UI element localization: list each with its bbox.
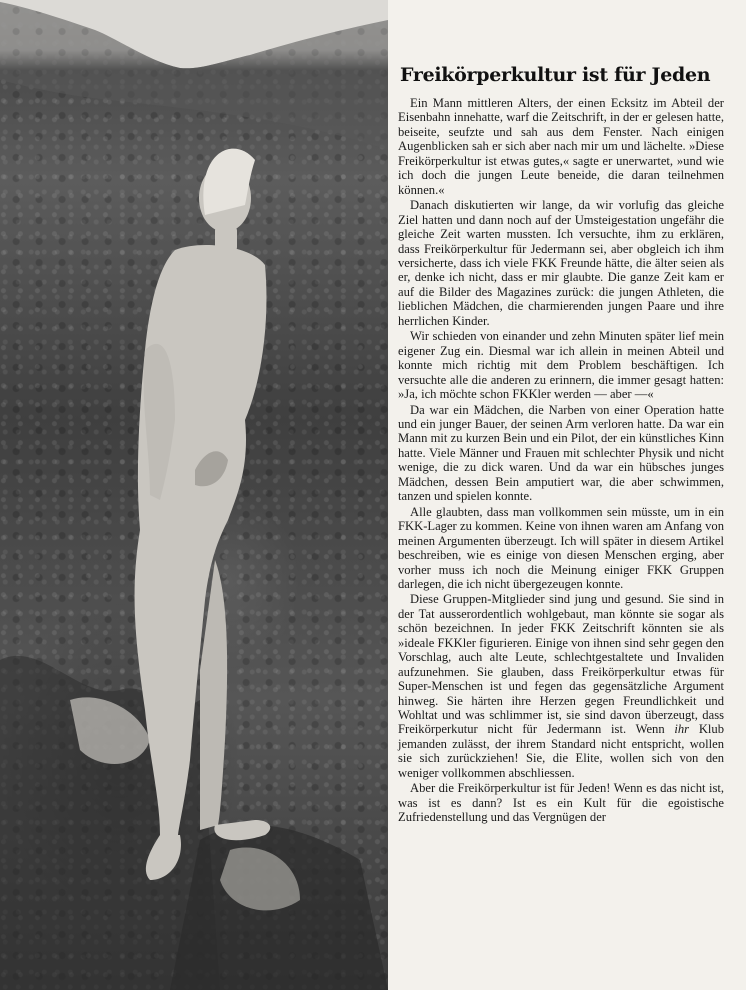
paragraph-6-text: Diese Gruppen-Mitglieder sind jung und gesund. Sie sind in der Tat ausserordentlich wohlgebaut, man könnte sie sogar als schön bezeichnen. In jeder FKK Zeitschrift könnten sie als »ideale FKKler figurieren. Einige von ihnen sind sehr gegen den Vorschlag, auch alte Leute, schlechtgestaltete und Invaliden aufzunehmen. Sie glauben, dass Freikörperkultur etwas für Super-Menschen ist und fegen das gegensätzliche Argument hinweg. Sie härten ihre Herzen gegen Freundlichkeit und Wohltat und was schlimmer ist, sie sind davon überzeugt, dass Freikörperkutur nicht für Jedermann ist. Wenn bbox=[398, 592, 724, 737]
paragraph-7: Aber die Freikörperkultur ist für Jeden! Wenn es das nicht ist, was ist es dann? Ist es ein Kult für die egoistische Zufriedenstellung und das Vergnügen der bbox=[398, 781, 724, 825]
figure bbox=[135, 149, 271, 880]
paragraph-1: Ein Mann mittleren Alters, der einen Ecksitz im Abteil der Eisenbahn innehatte, warf die Zeitschrift, in der er gelesen hatte, beiseite, seufzte und sah aus dem Fenster. Nach einigen Augenblicken sah er sich aber nach mir um und lächelte. »Diese Freikörperkultur ist etwas gutes,« sagte er unerwartet, »und wie ich doch die jungen Leute beneide, die daran teilnehmen können.« bbox=[398, 96, 724, 197]
paragraph-6-tail: Klub jemanden zulässt, der ihrem Standard nicht entspricht, wollen sie sich zurückziehen! Sie, die Elite, wollen sich von den weniger vollkommen abschliessen. bbox=[398, 722, 725, 780]
paragraph-6 bbox=[398, 592, 724, 780]
article bbox=[398, 66, 724, 826]
paragraph-2: Danach diskutierten wir lange, da wir vorlufig das gleiche Ziel hatten und dann noch auf der Umsteigestation ungefähr die gleiche Zeit warten mussten. Ich versuchte, ihm zu erklären, dass Freikörperkultur für Jedermann sei, aber obgleich ich ihm versicherte, dass ich viele FKK Freunde hätte, die älter seien als er, denke ich nicht, dass er mir glaubte. Die ganze Zeit kam er auf die Bilder des Magazines zurück: die jungen Athleten, die lieblichen Mädchen, die charmierenden jungen Paare und ihre herrlichen Kinder. bbox=[398, 198, 724, 328]
paragraph-5: Alle glaubten, dass man vollkommen sein müsste, um in ein FKK-Lager zu kommen. Keine von ihnen waren am Anfang von meinen Argumenten überzeugt. Ich will später in diesem Artikel beschreiben, wie es einige von diesen Menschen erging, aber vorher muss ich noch die Meinung einiger FKK Gruppen darlegen, die ich nicht übergezeugen konnte. bbox=[398, 504, 724, 591]
paragraph-6-italic: ihr bbox=[674, 722, 690, 737]
article-title: Freikörperkultur ist für Jeden bbox=[400, 64, 711, 86]
paragraph-3: Wir schieden von einander und zehn Minuten später lief mein eigener Zug ein. Diesmal war ich allein in meinen Abteil und konnte mich richtig mit dem Problem beschäftigen. Ich versuchte alle die anderen zu erinnern, die immer gesagt hatten: »Ja, ich möchte schon FKKler werden — aber —« bbox=[398, 329, 724, 402]
paragraph-4: Da war ein Mädchen, die Narben von einer Operation hatte und ein junger Bauer, der seinen Arm verloren hatte. Da war ein Mann mit zu kurzen Bein und ein Pilot, der ein künstliches Kinn hatte. Viele Männer und Frauen mit schlechter Physik und nicht wenige, die zu dick waren. Und da war ein hübsches junges Mädchen, dessen Bein amputiert war, die aber schwimmen, tanzen und spielen konnte. bbox=[398, 402, 724, 504]
